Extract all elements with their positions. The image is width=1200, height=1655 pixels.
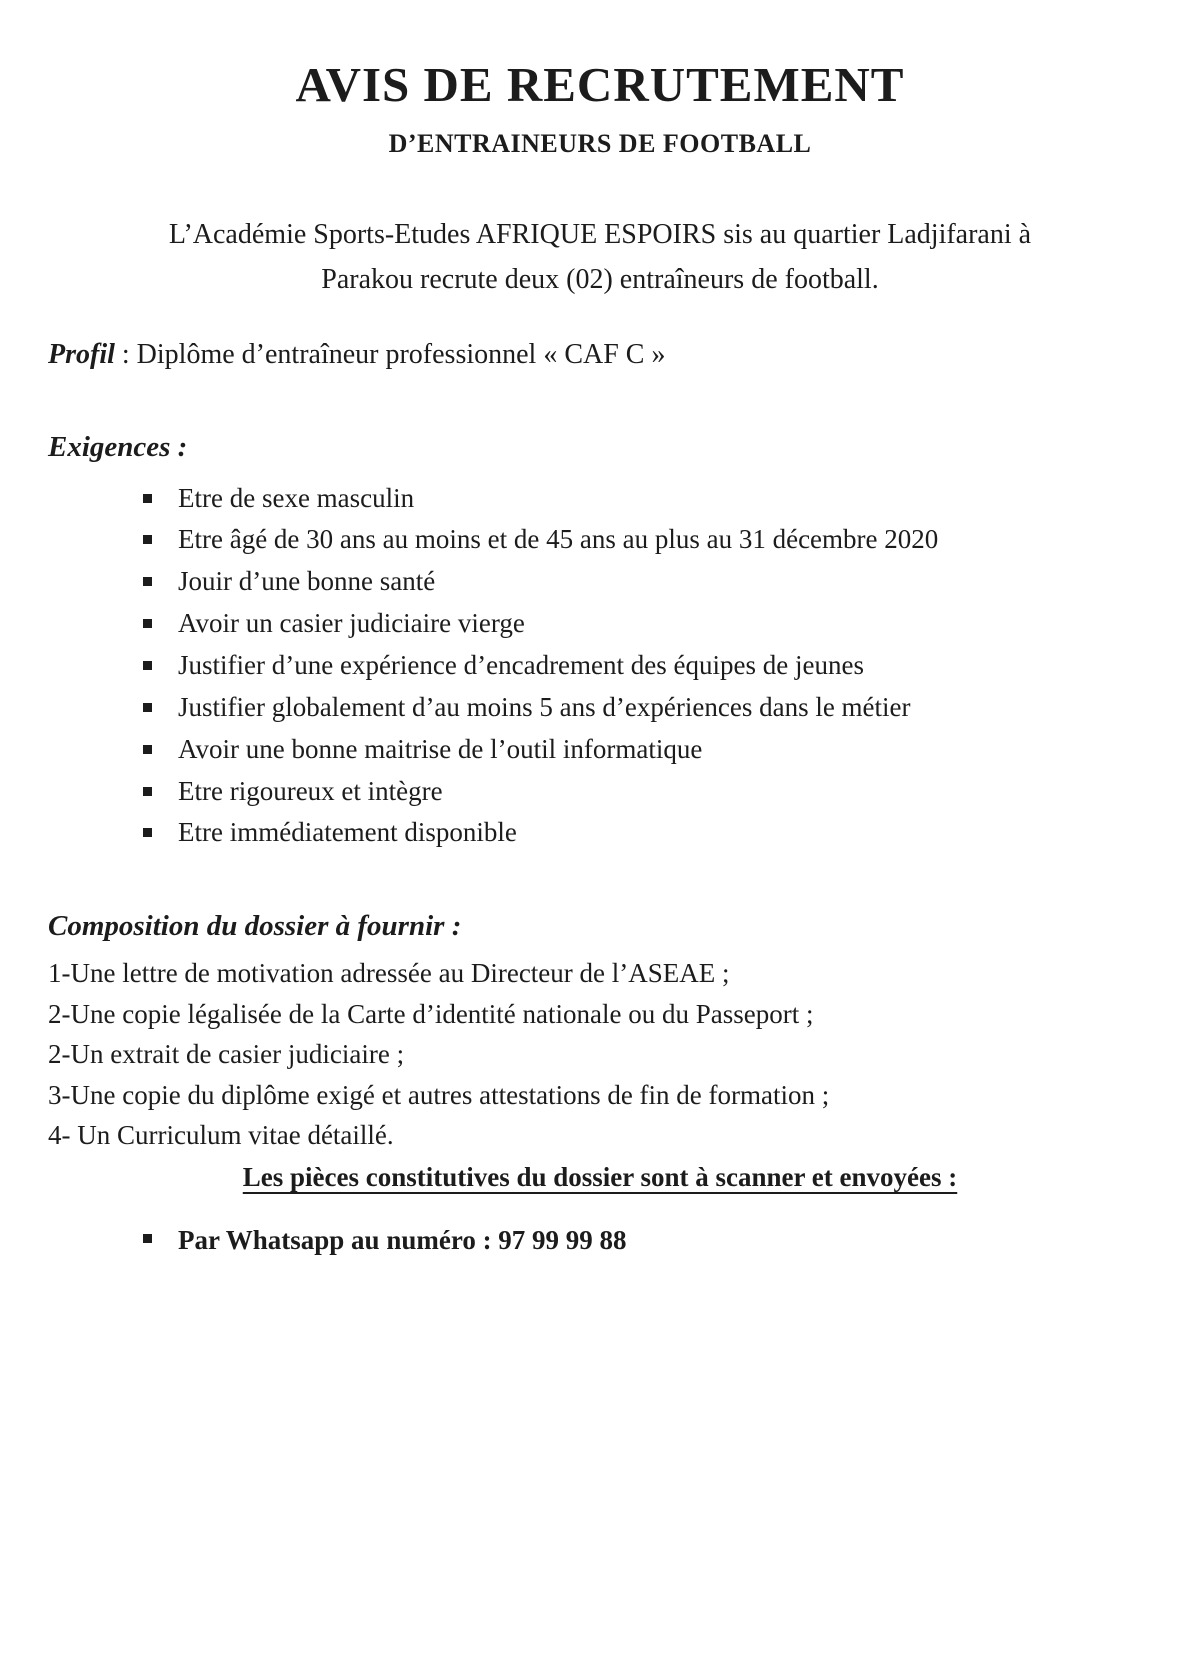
whatsapp-contact-text: Par Whatsapp au numéro : 97 99 99 88: [178, 1224, 627, 1255]
square-bullet-icon: [143, 619, 152, 628]
dossier-items-list: [48, 953, 1152, 1156]
requirement-item: [143, 812, 1152, 854]
requirement-text: Avoir une bonne maitrise de l’outil informatique: [178, 733, 703, 764]
square-bullet-icon: [143, 787, 152, 796]
requirement-text: Etre âgé de 30 ans au moins et de 45 ans au plus au 31 décembre 2020: [178, 524, 939, 555]
requirement-text: Avoir un casier judiciaire vierge: [178, 608, 525, 639]
square-bullet-icon: [143, 703, 152, 712]
document-title: AVIS DE RECRUTEMENT: [295, 57, 905, 112]
requirement-item: [143, 603, 1152, 645]
square-bullet-icon: [143, 828, 152, 837]
requirement-item: [143, 519, 1152, 561]
dossier-item: 2-Un extrait de casier judiciaire ;: [48, 1039, 405, 1070]
requirement-text: Justifier d’une expérience d’encadrement des équipes de jeunes: [178, 649, 864, 680]
square-bullet-icon: [143, 1234, 152, 1243]
profil-line: [48, 339, 1152, 371]
requirements-list: [48, 478, 1152, 855]
dossier-item: 2-Une copie légalisée de la Carte d’identité nationale ou du Passeport ;: [48, 998, 814, 1029]
dossier-item: 3-Une copie du diplôme exigé et autres attestations de fin de formation ;: [48, 1079, 830, 1110]
submission-heading-text: Les pièces constitutives du dossier sont à scanner et envoyées :: [242, 1161, 958, 1192]
requirement-text: Etre de sexe masculin: [178, 482, 415, 513]
whatsapp-contact-line: [143, 1220, 1152, 1261]
requirement-item: [143, 687, 1152, 729]
requirement-item: [143, 771, 1152, 813]
intro-line: L’Académie Sports-Etudes AFRIQUE ESPOIRS sis au quartier Ladjifarani à: [168, 219, 1032, 250]
profil-label: Profil: [48, 338, 115, 370]
square-bullet-icon: [143, 661, 152, 670]
requirement-item: [143, 729, 1152, 771]
submission-heading: [48, 1162, 1152, 1193]
intro-line: Parakou recrute deux (02) entraîneurs de football.: [321, 263, 879, 295]
requirement-text: Etre immédiatement disponible: [178, 817, 517, 848]
profil-value: : Diplôme d’entraîneur professionnel « CAF C »: [114, 338, 666, 370]
square-bullet-icon: [143, 745, 152, 754]
composition-heading: Composition du dossier à fournir :: [48, 910, 462, 943]
requirement-text: Etre rigoureux et intègre: [178, 775, 443, 806]
requirement-item: [143, 645, 1152, 687]
exigences-heading: Exigences :: [48, 430, 188, 463]
dossier-item: 1-Une lettre de motivation adressée au Directeur de l’ASEAE ;: [48, 958, 730, 989]
square-bullet-icon: [143, 494, 152, 503]
intro-paragraph: [48, 213, 1152, 303]
dossier-item: 4- Un Curriculum vitae détaillé.: [48, 1120, 394, 1151]
requirement-text: Jouir d’une bonne santé: [178, 566, 436, 597]
requirement-item: [143, 478, 1152, 520]
requirement-text: Justifier globalement d’au moins 5 ans d’expériences dans le métier: [178, 691, 911, 722]
square-bullet-icon: [143, 535, 152, 544]
document-subtitle: D’ENTRAINEURS DE FOOTBALL: [388, 129, 812, 158]
requirement-item: [143, 561, 1152, 603]
square-bullet-icon: [143, 577, 152, 586]
